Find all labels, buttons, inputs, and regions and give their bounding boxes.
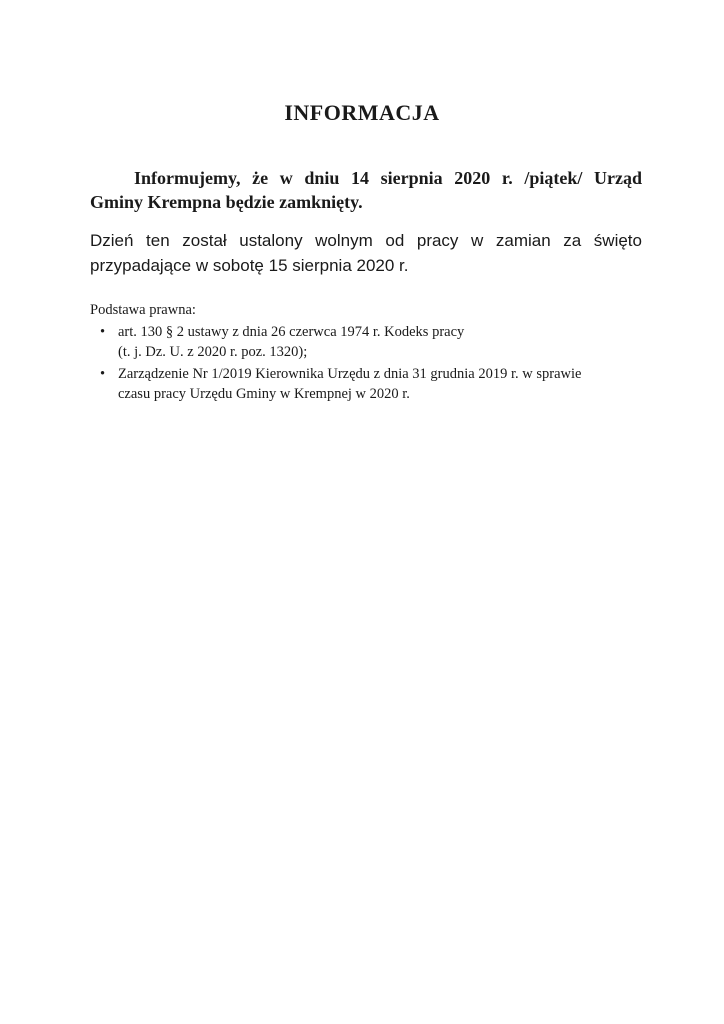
list-item: [90, 364, 650, 404]
closure-notice: [90, 166, 642, 214]
day-off-statement-line-2: przypadające w sobotę 15 sierpnia 2020 r.: [90, 256, 409, 275]
closure-notice-line-2: Gminy Krempna będzie zamknięty.: [90, 192, 363, 212]
document-title: INFORMACJA: [284, 100, 440, 125]
legal-basis-item-2-line-2: czasu pracy Urzędu Gminy w Krempnej w 2020 r.: [118, 386, 410, 402]
legal-basis-heading: Podstawa prawna:: [90, 302, 196, 318]
legal-basis-item-1-line-2: (t. j. Dz. U. z 2020 r. poz. 1320);: [118, 344, 308, 360]
legal-basis-item-2-line-1: Zarządzenie Nr 1/2019 Kierownika Urzędu z dnia 31 grudnia 2019 r. w sprawie: [118, 366, 582, 382]
bullet-icon: •: [100, 324, 106, 340]
list-item: [90, 322, 650, 362]
legal-basis-item-1-line-1: art. 130 § 2 ustawy z dnia 26 czerwca 1974 r. Kodeks pracy: [118, 324, 465, 340]
closure-notice-line-1: Informujemy, że w dniu 14 sierpnia 2020 r. /piątek/ Urząd: [134, 168, 642, 188]
bullet-icon: •: [100, 366, 106, 382]
legal-basis-list: [90, 322, 650, 406]
day-off-statement-line-1: Dzień ten został ustalony wolnym od pracy w zamian za święto: [90, 231, 642, 250]
day-off-statement: [90, 228, 642, 278]
